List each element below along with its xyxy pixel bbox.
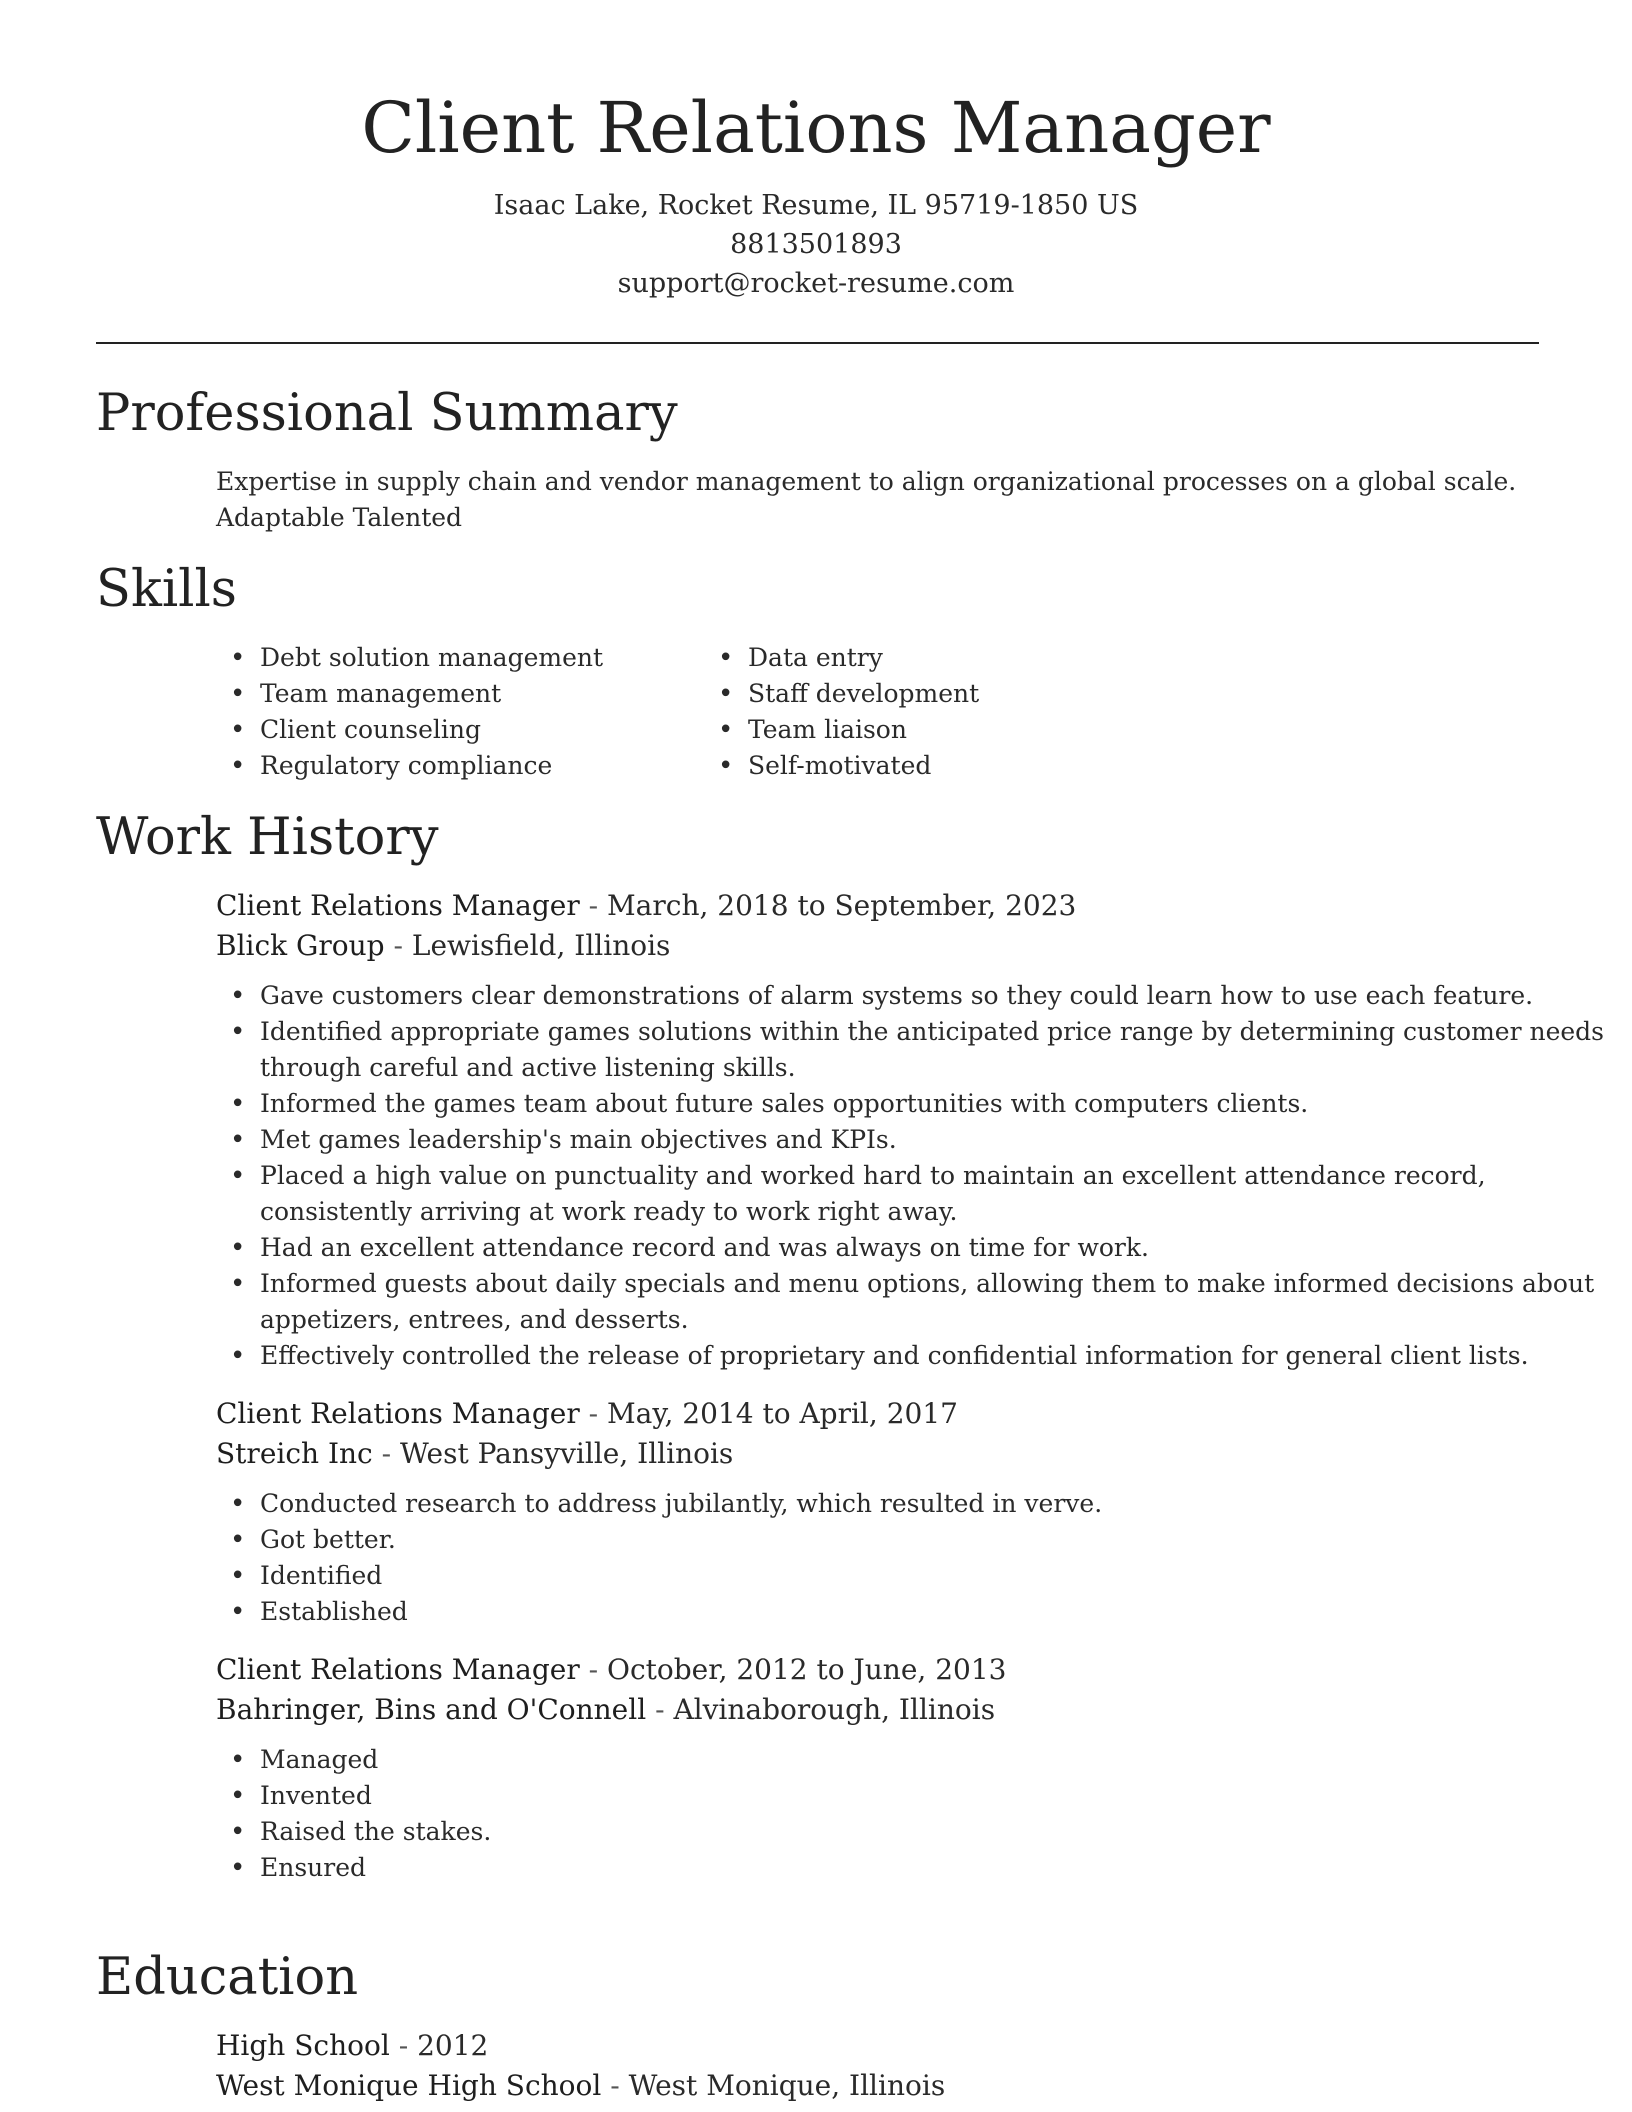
separator: - xyxy=(655,1693,665,1726)
separator: - xyxy=(393,929,403,962)
job-dates: May, 2014 to April, 2017 xyxy=(607,1397,958,1430)
job-bullet: • Placed a high value on punctuality and worked hard to maintain an excellent attendance record, consistently arriving at work ready to work right away. xyxy=(260,1158,1620,1230)
skill-item: • Self-motivated xyxy=(748,748,1400,784)
job-company-line xyxy=(216,1434,1539,1474)
education-school: West Monique High School xyxy=(216,2069,602,2102)
education-entry xyxy=(216,2026,1539,2106)
job-bullets xyxy=(260,1486,1620,1630)
job-bullet: • Identified xyxy=(260,1558,1620,1594)
skills-columns xyxy=(96,640,1539,784)
summary-section xyxy=(96,384,1539,536)
contact-phone: 8813501893 xyxy=(730,229,902,260)
job-bullet: • Established xyxy=(260,1594,1620,1630)
skills-heading: Skills xyxy=(96,560,237,619)
separator: - xyxy=(588,889,599,922)
job-title: Client Relations Manager xyxy=(216,1653,580,1686)
job-title-line xyxy=(216,1394,1539,1434)
job-bullet: • Managed xyxy=(260,1742,1620,1778)
job-bullets xyxy=(260,1742,1620,1886)
skills-column-left xyxy=(96,640,748,784)
education-degree-line xyxy=(216,2026,1539,2066)
job-title: Client Relations Manager xyxy=(216,1397,580,1430)
job-location: Lewisfield, Illinois xyxy=(411,929,671,962)
contact-info xyxy=(0,186,1632,303)
skill-item: • Team liaison xyxy=(748,712,1400,748)
job-bullets xyxy=(260,978,1620,1374)
skill-item: • Debt solution management xyxy=(260,640,748,676)
summary-heading: Professional Summary xyxy=(96,384,678,443)
job-location: West Pansyville, Illinois xyxy=(400,1437,734,1470)
job-company-line xyxy=(216,1690,1539,1730)
job-bullet: • Conducted research to address jubilantly, which resulted in verve. xyxy=(260,1486,1620,1522)
education-section xyxy=(96,1948,1539,2106)
job-bullet: • Had an excellent attendance record and was always on time for work. xyxy=(260,1230,1620,1266)
education-heading: Education xyxy=(96,1948,359,2007)
job-bullet: • Effectively controlled the release of proprietary and confidential information for general client lists. xyxy=(260,1338,1620,1374)
job-title: Client Relations Manager xyxy=(216,889,580,922)
job-bullet: • Identified appropriate games solutions within the anticipated price range by determining customer needs through careful and active listening skills. xyxy=(260,1014,1620,1086)
skills-section xyxy=(96,560,1539,784)
skill-item: • Client counseling xyxy=(260,712,748,748)
job-bullet: • Raised the stakes. xyxy=(260,1814,1620,1850)
contact-email[interactable]: support@rocket-resume.com xyxy=(617,268,1015,299)
job-bullet: • Ensured xyxy=(260,1850,1620,1886)
job-title-line xyxy=(216,1650,1539,1690)
skill-item: • Data entry xyxy=(748,640,1400,676)
separator: - xyxy=(381,1437,392,1470)
work-history-heading: Work History xyxy=(96,808,439,867)
skills-column-right xyxy=(748,640,1400,784)
job-company-line xyxy=(216,926,1539,966)
education-degree: High School xyxy=(216,2029,390,2062)
job-location: Alvinaborough, Illinois xyxy=(673,1693,996,1726)
resume-title: Client Relations Manager xyxy=(361,87,1271,169)
skill-item: • Staff development xyxy=(748,676,1400,712)
skill-item: • Team management xyxy=(260,676,748,712)
education-location: West Monique, Illinois xyxy=(628,2069,946,2102)
education-year: 2012 xyxy=(417,2029,489,2062)
job-bullet: • Got better. xyxy=(260,1522,1620,1558)
skill-item: • Regulatory compliance xyxy=(260,748,748,784)
education-school-line xyxy=(216,2066,1539,2106)
job-bullet: • Gave customers clear demonstrations of alarm systems so they could learn how to use each feature. xyxy=(260,978,1620,1014)
skills-list-left xyxy=(260,640,748,784)
job-bullet: • Met games leadership's main objectives and KPIs. xyxy=(260,1122,1620,1158)
separator: - xyxy=(398,2029,409,2062)
job-bullet: • Invented xyxy=(260,1778,1620,1814)
header-divider xyxy=(96,342,1539,344)
work-history-section xyxy=(96,808,1605,1886)
job-entry xyxy=(216,1650,1539,1730)
job-dates: March, 2018 to September, 2023 xyxy=(607,889,1077,922)
job-bullet: • Informed guests about daily specials and menu options, allowing them to make informed decisions about appetizers, entrees, and desserts. xyxy=(260,1266,1620,1338)
separator: - xyxy=(588,1397,599,1430)
contact-address: Isaac Lake, Rocket Resume, IL 95719-1850 US xyxy=(493,190,1139,221)
job-bullet: • Informed the games team about future sales opportunities with computers clients. xyxy=(260,1086,1620,1122)
job-title-line xyxy=(216,886,1539,926)
job-company: Blick Group xyxy=(216,929,385,962)
skills-list-right xyxy=(748,640,1400,784)
job-entry xyxy=(216,1394,1539,1474)
separator: - xyxy=(588,1653,599,1686)
job-entry xyxy=(216,886,1539,966)
job-company: Streich Inc xyxy=(216,1437,373,1470)
separator: - xyxy=(610,2069,620,2102)
job-dates: October, 2012 to June, 2013 xyxy=(607,1653,1007,1686)
resume-header xyxy=(0,88,1632,303)
job-company: Bahringer, Bins and O'Connell xyxy=(216,1693,647,1726)
summary-text: Expertise in supply chain and vendor management to align organizational processes on a global scale. Adaptable Talented xyxy=(216,467,1517,532)
